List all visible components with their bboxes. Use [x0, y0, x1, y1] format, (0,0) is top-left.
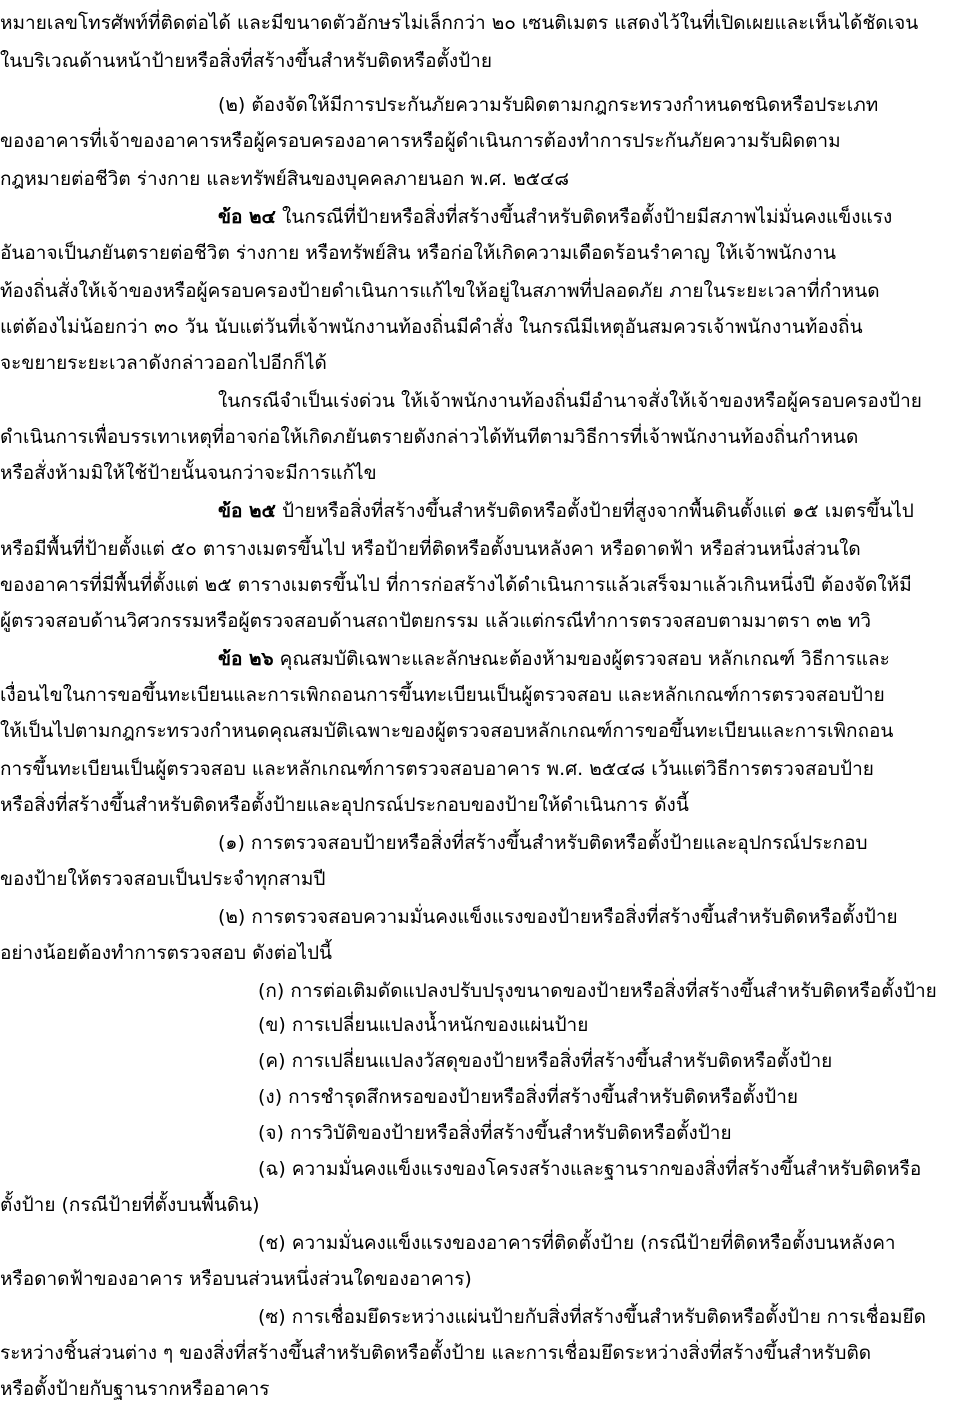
- text-line: จะขยายระยะเวลาดังกล่าวออกไปอีกก็ได้: [0, 352, 327, 374]
- text-line: หรือดาดฟ้าของอาคาร หรือบนส่วนหนึ่งส่วนใดของอาคาร): [0, 1268, 472, 1290]
- text-line: ในกรณีจำเป็นเร่งด่วน ให้เจ้าพนักงานท้องถิ่นมีอำนาจสั่งให้เจ้าของหรือผู้ครอบครองป้าย: [218, 390, 922, 412]
- text-line: อันอาจเป็นภยันตรายต่อชีวิต ร่างกาย หรือทรัพย์สิน หรือก่อให้เกิดความเดือดร้อนรำคาญ ให้เจ้าพนักงาน: [0, 242, 836, 264]
- text-line: ของป้ายให้ตรวจสอบเป็นประจำทุกสามปี: [0, 868, 326, 890]
- text-line: หมายเลขโทรศัพท์ที่ติดต่อได้ และมีขนาดตัวอักษรไม่เล็กกว่า ๒๐ เซนติเมตร แสดงไว้ในที่เปิดเผยและเห็นได้ชัดเจน: [0, 12, 919, 34]
- text-line: หรือสิ่งที่สร้างขึ้นสำหรับติดหรือตั้งป้ายและอุปกรณ์ประกอบของป้ายให้ดำเนินการ ดังนี้: [0, 794, 689, 816]
- text-line: ของอาคารที่เจ้าของอาคารหรือผู้ครอบครองอาคารหรือผู้ดำเนินการต้องทำการประกันภัยความรับผิดตาม: [0, 130, 841, 152]
- text-line: หรือตั้งป้ายกับฐานรากหรืออาคาร: [0, 1378, 270, 1400]
- text-line: ระหว่างชิ้นส่วนต่าง ๆ ของสิ่งที่สร้างขึ้นสำหรับติดหรือตั้งป้าย และการเชื่อมยึดระหว่างสิ่งที่สร้างขึ้นสำหรับติด: [0, 1342, 872, 1364]
- text-line: แต่ต้องไม่น้อยกว่า ๓๐ วัน นับแต่วันที่เจ้าพนักงานท้องถิ่นมีคำสั่ง ในกรณีมีเหตุอันสมควรเจ้าพนักงานท้องถิ่น: [0, 316, 863, 338]
- clause-text: คุณสมบัติเฉพาะและลักษณะต้องห้ามของผู้ตรวจสอบ หลักเกณฑ์ วิธีการและ: [279, 648, 890, 670]
- list-item: (ง) การชำรุดสึกหรอของป้ายหรือสิ่งที่สร้างขึ้นสำหรับติดหรือตั้งป้าย: [258, 1086, 799, 1108]
- text-line: ของอาคารที่มีพื้นที่ตั้งแต่ ๒๕ ตารางเมตรขึ้นไป ที่การก่อสร้างได้ดำเนินการแล้วเสร็จมาแล้วเกินหนึ่งปี ต้องจัดให้มี: [0, 574, 912, 596]
- list-item: (ข) การเปลี่ยนแปลงน้ำหนักของแผ่นป้าย: [258, 1014, 589, 1036]
- list-item: (ซ) การเชื่อมยึดระหว่างแผ่นป้ายกับสิ่งที่สร้างขึ้นสำหรับติดหรือตั้งป้าย การเชื่อมยึด: [258, 1306, 926, 1328]
- list-item: (ช) ความมั่นคงแข็งแรงของอาคารที่ติดตั้งป้าย (กรณีป้ายที่ติดหรือตั้งบนหลังคา: [258, 1232, 896, 1254]
- text-line: ตั้งป้าย (กรณีป้ายที่ตั้งบนพื้นดิน): [0, 1194, 260, 1216]
- clause-text: ป้ายหรือสิ่งที่สร้างขึ้นสำหรับติดหรือตั้งป้ายที่สูงจากพื้นดินตั้งแต่ ๑๕ เมตรขึ้นไป: [281, 500, 914, 522]
- text-line: การขึ้นทะเบียนเป็นผู้ตรวจสอบ และหลักเกณฑ์การตรวจสอบอาคาร พ.ศ. ๒๕๔๘ เว้นแต่วิธีการตรวจสอบป้าย: [0, 758, 874, 780]
- list-item: (ค) การเปลี่ยนแปลงวัสดุของป้ายหรือสิ่งที่สร้างขึ้นสำหรับติดหรือตั้งป้าย: [258, 1050, 833, 1072]
- text-line: อย่างน้อยต้องทำการตรวจสอบ ดังต่อไปนี้: [0, 942, 333, 964]
- text-line: ท้องถิ่นสั่งให้เจ้าของหรือผู้ครอบครองป้ายดำเนินการแก้ไขให้อยู่ในสภาพที่ปลอดภัย ภายในระยะเวลาที่กำหนด: [0, 280, 880, 302]
- clause-25: [218, 494, 914, 528]
- text-line: (๒) ต้องจัดให้มีการประกันภัยความรับผิดตามกฎกระทรวงกำหนดชนิดหรือประเภท: [218, 94, 879, 116]
- clause-text: ในกรณีที่ป้ายหรือสิ่งที่สร้างขึ้นสำหรับติดหรือตั้งป้ายมีสภาพไม่มั่นคงแข็งแรง: [281, 206, 893, 228]
- text-line: ให้เป็นไปตามกฎกระทรวงกำหนดคุณสมบัติเฉพาะของผู้ตรวจสอบหลักเกณฑ์การขอขึ้นทะเบียนและการเพิกถอน: [0, 720, 894, 742]
- clause-26: [218, 642, 890, 676]
- text-line: ผู้ตรวจสอบด้านวิศวกรรมหรือผู้ตรวจสอบด้านสถาปัตยกรรม แล้วแต่กรณีทำการตรวจสอบตามมาตรา ๓๒ ทวิ: [0, 610, 872, 632]
- text-line: ดำเนินการเพื่อบรรเทาเหตุที่อาจก่อให้เกิดภยันตรายดังกล่าวได้ทันทีตามวิธีการที่เจ้าพนักงานท้องถิ่นกำหนด: [0, 426, 859, 448]
- list-item: (จ) การวิบัติของป้ายหรือสิ่งที่สร้างขึ้นสำหรับติดหรือตั้งป้าย: [258, 1122, 732, 1144]
- text-line: (๒) การตรวจสอบความมั่นคงแข็งแรงของป้ายหรือสิ่งที่สร้างขึ้นสำหรับติดหรือตั้งป้าย: [218, 906, 898, 928]
- clause-24: [218, 200, 892, 234]
- text-line: (๑) การตรวจสอบป้ายหรือสิ่งที่สร้างขึ้นสำหรับติดหรือตั้งป้ายและอุปกรณ์ประกอบ: [218, 832, 868, 854]
- clause-label: ข้อ ๒๔: [218, 206, 276, 228]
- clause-label: ข้อ ๒๖: [218, 648, 274, 670]
- list-item: (ฉ) ความมั่นคงแข็งแรงของโครงสร้างและฐานรากของสิ่งที่สร้างขึ้นสำหรับติดหรือ: [258, 1158, 922, 1180]
- text-line: ในบริเวณด้านหน้าป้ายหรือสิ่งที่สร้างขึ้นสำหรับติดหรือตั้งป้าย: [0, 50, 492, 72]
- list-item: (ก) การต่อเติมดัดแปลงปรับปรุงขนาดของป้ายหรือสิ่งที่สร้างขึ้นสำหรับติดหรือตั้งป้าย: [258, 980, 937, 1002]
- text-line: หรือมีพื้นที่ป้ายตั้งแต่ ๕๐ ตารางเมตรขึ้นไป หรือป้ายที่ติดหรือตั้งบนหลังคา หรือดาดฟ้า หรือส่วนหนึ่งส่วนใด: [0, 538, 861, 560]
- text-line: กฎหมายต่อชีวิต ร่างกาย และทรัพย์สินของบุคคลภายนอก พ.ศ. ๒๕๔๘: [0, 168, 570, 190]
- text-line: เงื่อนไขในการขอขึ้นทะเบียนและการเพิกถอนการขึ้นทะเบียนเป็นผู้ตรวจสอบ และหลักเกณฑ์การตรวจสอบป้าย: [0, 684, 885, 706]
- text-line: หรือสั่งห้ามมิให้ใช้ป้ายนั้นจนกว่าจะมีการแก้ไข: [0, 462, 377, 484]
- clause-label: ข้อ ๒๕: [218, 500, 276, 522]
